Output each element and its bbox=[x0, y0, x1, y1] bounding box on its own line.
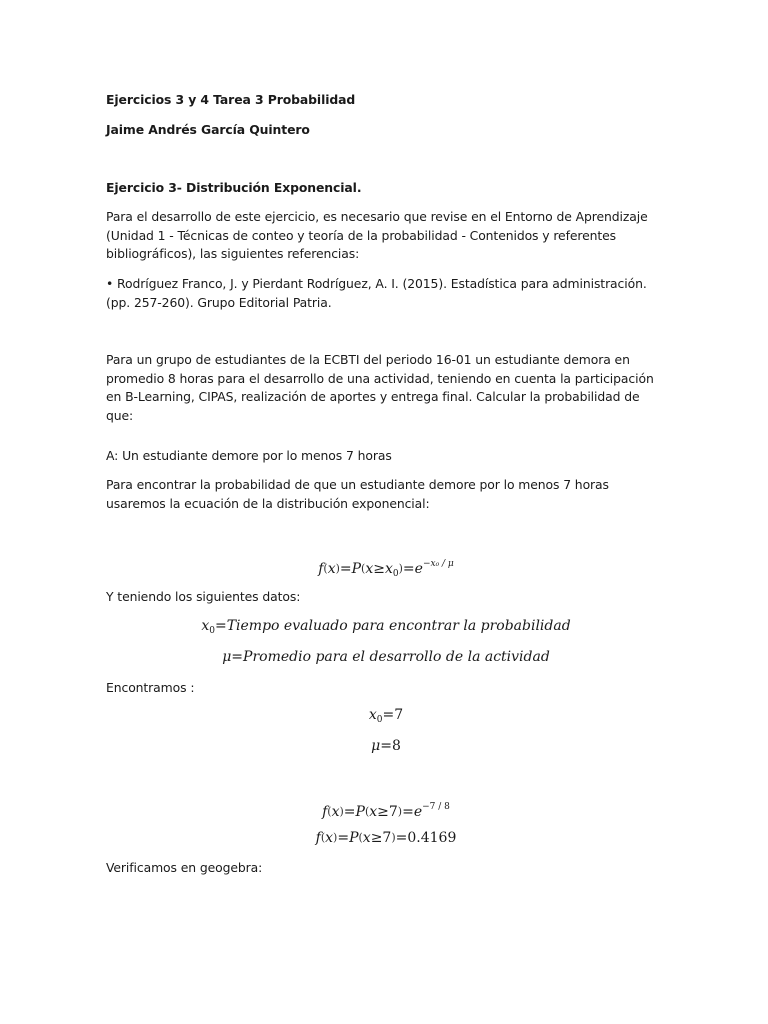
result-value: 0.4169 bbox=[407, 830, 457, 846]
method-paragraph: Para encontrar la probabilidad de que un estudiante demore por lo menos 7 horas usaremos la ecuación de la distribución exponencial: bbox=[106, 477, 609, 511]
verify-label: Verificamos en geogebra: bbox=[106, 860, 263, 875]
result-formula: f(x)=P(x≥7)=0.4169 bbox=[315, 830, 457, 846]
data-intro: Y teniendo los siguientes datos: bbox=[106, 589, 301, 604]
document-title: Ejercicios 3 y 4 Tarea 3 Probabilidad bbox=[106, 92, 356, 107]
found-label: Encontramos : bbox=[106, 680, 195, 695]
section-heading: Ejercicio 3- Distribución Exponencial. bbox=[106, 180, 362, 195]
substituted-exponent: −7 / 8 bbox=[422, 802, 450, 812]
x0-value: 7 bbox=[394, 707, 404, 723]
author-name: Jaime Andrés García Quintero bbox=[106, 122, 310, 137]
formula-exponent: −x₀ / μ bbox=[422, 559, 454, 569]
x0-value-eq: $x_0=7$ bbox=[368, 707, 404, 725]
mu-value: 8 bbox=[391, 738, 401, 754]
exponential-formula: $f(x)=P(x\ge x_0)=e^{-x_0 / \mu}$ bbox=[318, 559, 454, 579]
reference-item: • Rodríguez Franco, J. y Pierdant Rodríguez, A. I. (2015). Estadística para administración. (pp. 257-260). Grupo Editorial Patria. bbox=[106, 276, 647, 310]
substituted-formula: $f(x)=P(x\ge 7)=e^{-7 / 8}$ bbox=[322, 802, 450, 820]
mu-value-eq: μ=8 bbox=[371, 738, 401, 754]
x0-definition-text: Tiempo evaluado para encontrar la probabilidad bbox=[226, 618, 571, 634]
problem-paragraph: Para un grupo de estudiantes de la ECBTI del periodo 16-01 un estudiante demora en promedio 8 horas para el desarrollo de una actividad, teniendo en cuenta la participación en B-Learning, CIPAS, realización de aportes y entrega final. Calcular la probabilidad de que: bbox=[106, 352, 654, 423]
mu-definition-text: Promedio para el desarrollo de la actividad bbox=[243, 649, 550, 665]
mu-definition: μ=Promedio para el desarrollo de la actividad bbox=[222, 649, 550, 665]
part-a-statement: A: Un estudiante demore por lo menos 7 horas bbox=[106, 448, 392, 463]
x0-definition: $x_0=Tiempo$ evaluado para encontrar la probabilidad bbox=[201, 618, 571, 636]
intro-paragraph: Para el desarrollo de este ejercicio, es necesario que revise en el Entorno de Aprendizaje (Unidad 1 - Técnicas de conteo y teoría de la probabilidad - Contenidos y referentes bibliográficos), las siguientes referencias: bbox=[106, 209, 648, 261]
